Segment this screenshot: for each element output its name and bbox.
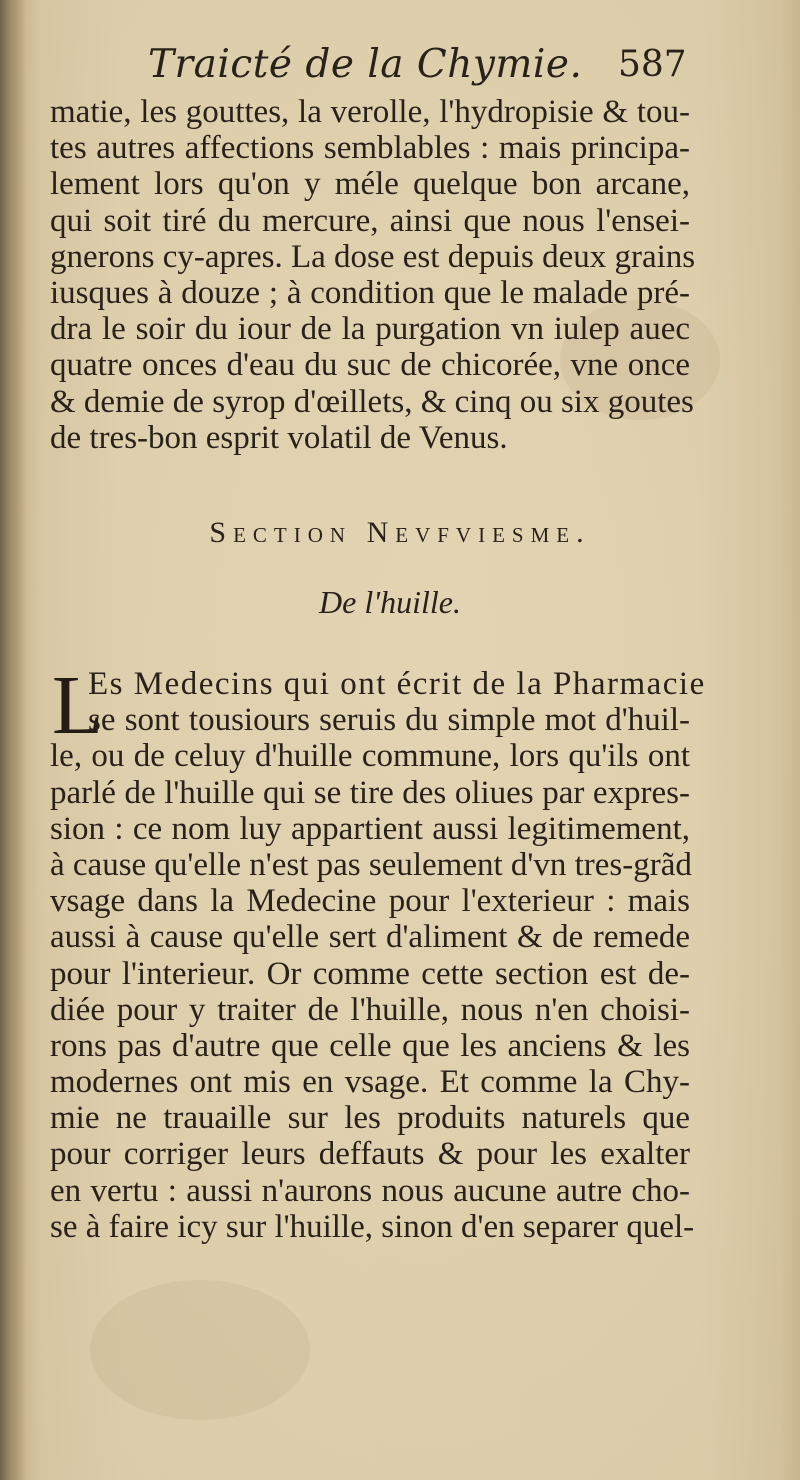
text-line: dra le soir du iour de la purgation vn iulep auec <box>50 311 690 348</box>
text-line: modernes ont mis en vsage. Et comme la Chy- <box>50 1064 690 1101</box>
text-line: diée pour y traiter de l'huille, nous n'en choisi- <box>50 991 690 1028</box>
section-subtitle: De l'huille. <box>319 584 461 620</box>
text-line: vsage dans la Medecine pour l'exterieur : mais <box>50 883 690 920</box>
section-heading-text: Section Nevfviesme. <box>209 516 591 549</box>
paragraph-continued <box>50 94 696 456</box>
running-title: Traicté de la Chymie. <box>148 42 583 87</box>
text-line: gnerons cy-apres. La dose est depuis deux grains <box>50 238 696 275</box>
text-line: de tres-bon esprit volatil de Venus. <box>50 419 508 456</box>
text-line: sion : ce nom luy appartient aussi legitimement, <box>50 810 690 847</box>
text-line: lement lors qu'on y méle quelque bon arcane, <box>50 166 690 203</box>
text-line: se sont tousiours seruis du simple mot d'huil- <box>88 702 690 739</box>
page-header <box>0 38 800 98</box>
text-line: en vertu : aussi n'aurons nous aucune autre cho- <box>50 1172 690 1209</box>
text-line: tes autres affections semblables : mais principa- <box>50 130 690 167</box>
text-line: rons pas d'autre que celle que les anciens & les <box>50 1027 690 1064</box>
text-line: Es Medecins qui ont écrit de la Pharmacie <box>88 666 706 702</box>
text-line: mie ne trauaille sur les produits naturels que <box>50 1100 690 1137</box>
text-line: aussi à cause qu'elle sert d'aliment & de remede <box>50 919 690 956</box>
page-gutter <box>0 0 26 1480</box>
drop-cap: L <box>52 659 104 752</box>
paragraph-huille <box>50 659 706 1245</box>
page-number: 587 <box>618 44 687 85</box>
text-line: qui soit tiré du mercure, ainsi que nous l'ensei- <box>50 202 690 239</box>
text-line: quatre onces d'eau du suc de chicorée, vne once <box>50 347 690 384</box>
text-line: parlé de l'huille qui se tire des oliues par expres- <box>50 774 690 811</box>
text-line: le, ou de celuy d'huille commune, lors qu'ils ont <box>50 738 690 775</box>
text-line: à cause qu'elle n'est pas seulement d'vn tres-grãd <box>50 846 692 883</box>
text-line: pour corriger leurs deffauts & pour les exalter <box>50 1136 690 1173</box>
text-line: matie, les gouttes, la verolle, l'hydropisie & tou- <box>50 94 690 130</box>
text-line: se à faire icy sur l'huille, sinon d'en separer quel- <box>50 1208 695 1245</box>
paper-stain <box>90 1280 310 1420</box>
text-line: & demie de syrop d'œillets, & cinq ou six goutes <box>50 383 694 420</box>
text-line: pour l'interieur. Or comme cette section est de- <box>50 955 690 992</box>
section-heading <box>0 516 800 550</box>
text-line: iusques à douze ; à condition que le malade pré- <box>50 274 690 311</box>
